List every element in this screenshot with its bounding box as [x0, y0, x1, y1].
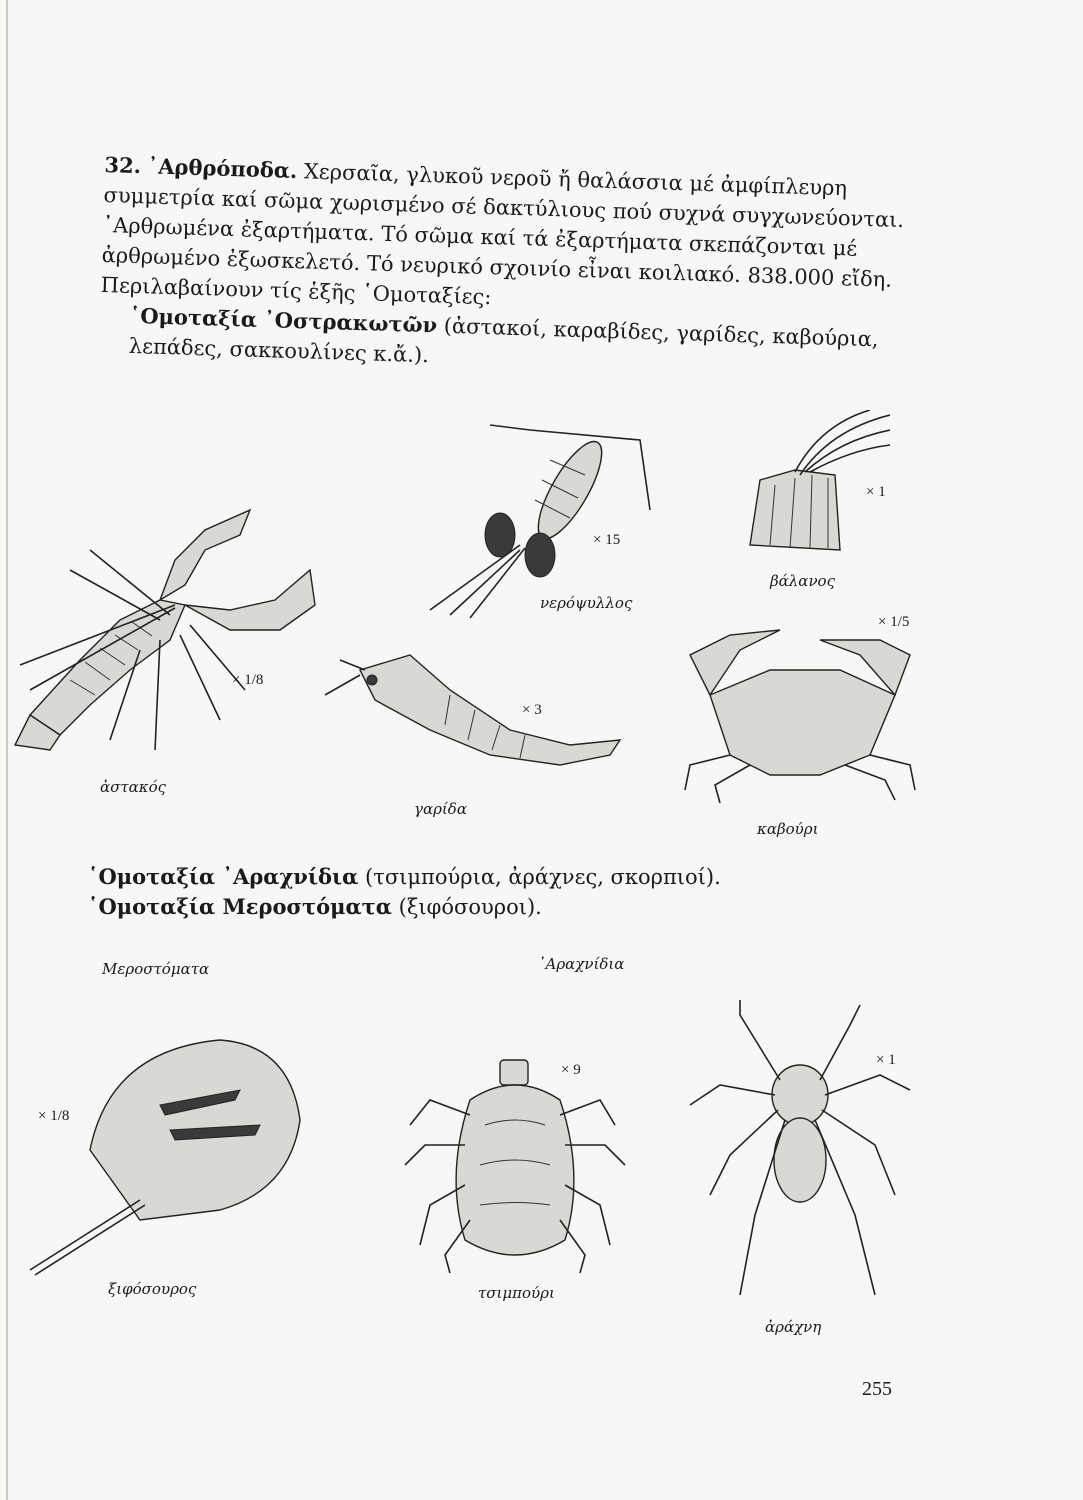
copepod-illustration — [420, 420, 660, 620]
section-heading: ᾿Αρθρόποδα. — [147, 153, 298, 184]
class-crustacea-name: ῾Ομοταξία ᾿Οστρακωτῶν — [129, 302, 438, 338]
horseshoe-scale: × 1/8 — [38, 1108, 70, 1124]
shrimp-label: γαρίδα — [414, 800, 467, 818]
copepod-label: νερόψυλλος — [540, 594, 633, 612]
class-merostomata — [88, 892, 721, 922]
shrimp-scale: × 3 — [522, 702, 542, 718]
lobster-scale: × 1/8 — [232, 672, 264, 688]
page-number: 255 — [862, 1378, 892, 1400]
class-merostomata-desc: (ξιφόσουροι). — [398, 895, 542, 919]
section-number: 32. — [104, 151, 142, 179]
crab-label: καβούρι — [757, 820, 819, 838]
horseshoe-label: ξιφόσουρος — [108, 1280, 197, 1298]
merostomata-group-label: Μεροστόματα — [102, 960, 210, 978]
class-list — [88, 862, 721, 922]
intro-text: Χερσαῖα, γλυκοῦ νεροῦ ἤ θαλάσσια μέ ἀμφίπλευρη συμμετρία καί σῶμα χωρισμένο σέ δακτύλιους πού συχνά συγχωνεύονται. ᾿Αρθρωμένα ἐξαρτήματα. Τό σῶμα καί τά ἐξαρτήματα σκεπάζονται μέ ἀρθρωμένο ἐξωσκελετό. Τό νευρικό σχοινίο εἶναι κοιλιακό. 838.000 εἴδη. Περιλαβαίνουν τίς ἑξῆς ῾Ομοταξίες: — [100, 159, 905, 310]
copepod-scale: × 15 — [593, 532, 621, 548]
spider-illustration — [680, 995, 920, 1305]
crab-scale: × 1/5 — [878, 614, 910, 630]
lobster-label: ἀστακός — [100, 778, 167, 796]
crab-illustration — [670, 615, 930, 805]
spider-label: ἀράχνη — [765, 1318, 822, 1336]
barnacle-label: βάλανος — [770, 572, 835, 590]
horseshoe-crab-illustration — [20, 1030, 310, 1280]
tick-illustration — [400, 1055, 630, 1275]
shrimp-illustration — [320, 640, 640, 790]
barnacle-scale: × 1 — [866, 484, 886, 500]
tick-scale: × 9 — [561, 1062, 581, 1078]
arachnida-group-label: ᾿Αραχνίδια — [538, 955, 625, 973]
class-arachnida — [88, 862, 721, 892]
lobster-illustration — [10, 490, 340, 760]
class-merostomata-name: ῾Ομοταξία Μεροστόματα — [88, 894, 392, 919]
class-arachnida-name: ῾Ομοταξία ᾿Αραχνίδια — [88, 864, 359, 889]
page-edge — [6, 0, 8, 1500]
class-crustacea-desc: (ἀστακοί, καραβίδες, γαρίδες, καβούρια, λεπάδες, σακκουλίνες κ.ἄ.). — [128, 313, 879, 368]
intro-paragraph — [98, 150, 944, 386]
class-arachnida-desc: (τσιμπούρια, ἀράχνες, σκορπιοί). — [365, 865, 721, 889]
tick-label: τσιμπούρι — [478, 1284, 555, 1302]
class-crustacea — [98, 300, 939, 386]
spider-scale: × 1 — [876, 1052, 896, 1068]
